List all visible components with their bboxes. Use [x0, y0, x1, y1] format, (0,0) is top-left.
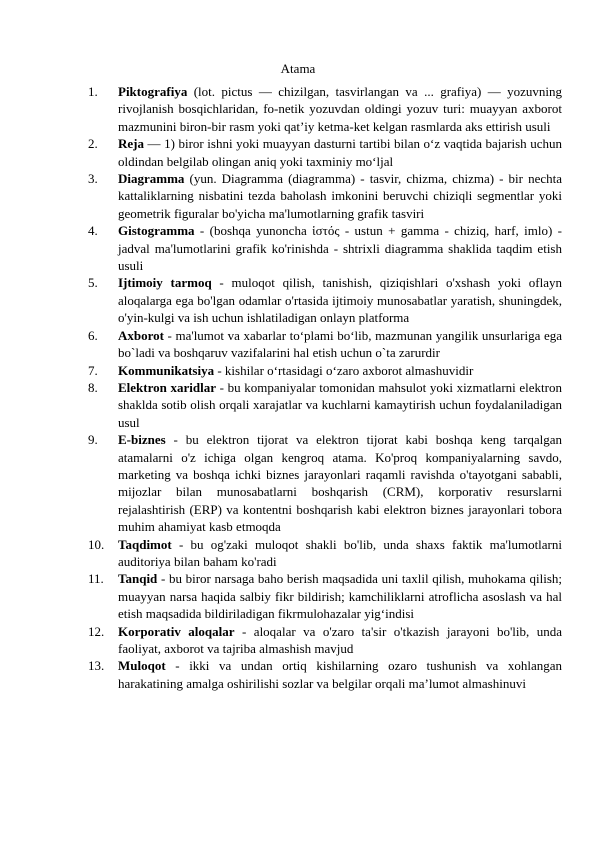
entry-definition: (yun. Diagramma (diagramma) - tasvir, chizma, chizma) - bir nechta kattaliklarning nisbatini tezda baholash imkonini beruvchi chiziqli segmentlar yoki geometrik figuralar bo'yicha ma'lumotlarning grafik tasviri [118, 171, 562, 221]
entry-number: 11. [88, 571, 104, 587]
entry-term: E-biznes [118, 432, 166, 448]
entry-number: 1. [88, 84, 98, 99]
entry-number: 6. [88, 327, 98, 343]
entry-definition: (lot. pictus — chizilgan, tasvirlangan va ... grafiya) — yozuvning rivojlanish bosqichlaridan, fo-netik yozuvdan oldingi yozuv turi: muayyan axborot mazmunini biron-bir rasm yoki qat’iy ketma-ket kelgan rasmlarda aks ettirish usuli [118, 84, 562, 134]
entry-number: 7. [88, 362, 98, 378]
glossary-entry-gistogramma [88, 222, 562, 274]
entry-definition: - ma'lumot va xabarlar to‘plami bo‘lib, mazmunan yangilik unsurlariga ega bo`ladi va boshqaruv vazifalarini hal etish uchun o`ta zarurdir [118, 327, 562, 361]
entry-term: Kommunikatsiya [118, 362, 215, 378]
entry-definition: - kishilar o‘rtasidagi o‘zaro axborot almashuvidir [214, 362, 474, 378]
glossary-entry-muloqot [88, 657, 562, 692]
entry-number: 13. [88, 658, 105, 674]
glossary-entry-korporativ-aloqalar [88, 623, 562, 658]
glossary-entry-axborot [88, 327, 562, 362]
glossary-entry-reja [88, 135, 562, 170]
entry-definition: - (boshqa yunoncha ἱστός - ustun + gamma - chiziq, harf, imlo) - jadval ma'lumotlarini grafik ko'rinishda - shtrixli diagramma shaklida taqdim etish usuli [118, 223, 562, 274]
entry-term: Taqdimot [118, 536, 172, 552]
entry-term: Gistogramma [118, 223, 195, 239]
entry-definition: - ikki va undan ortiq kishilarning ozaro tushunish va xohlangan harakatining amalga oshirilishi sozlar va belgilar orqali ma’lumot almashinuvi [118, 658, 562, 691]
glossary-entry-ijtimoiy-tarmoq [88, 274, 562, 326]
glossary-entry-tanqid [88, 570, 562, 622]
entry-definition: - bu kompaniyalar tomonidan mahsulot yoki xizmatlarni elektron shaklda sotib olish orqali xarajatlar va kuchlarni kamaytirish uchun foydalaniladigan usul [118, 379, 562, 430]
entry-definition: - bu og'zaki muloqot shakli bo'lib, unda shaxs faktik ma'lumotlarni auditoriya bilan baham ko'radi [118, 536, 562, 569]
entry-number: 9. [88, 432, 98, 448]
entry-number: 12. [88, 623, 105, 639]
entry-number: 5. [88, 275, 98, 291]
entry-term: Piktografiya [118, 84, 188, 99]
entry-number: 3. [88, 171, 98, 187]
glossary-entry-e-biznes [88, 431, 562, 535]
entry-number: 10. [88, 536, 105, 552]
entry-definition: - bu biror narsaga baho berish maqsadida uni taxlil qilish, muhokama qilish; muayyan narsa haqida salbiy fikr bildirish; kamchiliklarni atroflicha asoslash va hal etish maqsadida bildiriladigan fikrmulohazalar yig‘indisi [118, 571, 562, 622]
entry-term: Tanqid [118, 571, 158, 587]
entry-term: Korporativ aloqalar [118, 623, 235, 639]
entry-term: Ijtimoiy tarmoq [118, 275, 212, 291]
entry-term: Elektron xaridlar [118, 379, 216, 395]
entry-definition: - aloqalar va o'zaro ta'sir o'tkazish jarayoni bo'lib, unda faoliyat, axborot va tajriba almashish mavjud [118, 623, 563, 656]
entry-term: Muloqot [118, 658, 166, 674]
entry-term: Reja [118, 136, 144, 152]
entry-number: 4. [88, 223, 98, 239]
glossary-entry-diagramma [88, 170, 562, 222]
glossary-list [88, 83, 562, 692]
glossary-entry-elektron-xaridlar [88, 379, 562, 431]
glossary-entry-piktografiya [88, 83, 562, 135]
entry-term: Diagramma [118, 171, 185, 187]
entry-definition: - muloqot qilish, tanishish, qiziqishlari o'xshash yoki oflayn aloqalarga ega bo'lgan odamlar o'rtasida ijtimoiy munosabatlar yaratish, shuningdek, o'yin-kulgi va ish uchun ishlatiladigan onlayn platforma [118, 275, 562, 326]
entry-number: 8. [88, 379, 98, 395]
glossary-entry-kommunikatsiya [88, 362, 562, 379]
glossary-entry-taqdimot [88, 536, 562, 571]
entry-term: Axborot [118, 327, 164, 343]
entry-definition: - bu elektron tijorat va elektron tijorat kabi boshqa keng tarqalgan atamalarni o'z ichiga olgan kengroq atama. Ko'proq kompaniyalarning savdo, marketing va boshqa ichki biznes jarayonlari raqamli ravishda o'tayotgani sababli, mijozlar bilan munosabatlarni boshqarish (CRM), korporativ resurslarni rejalashtirish (ERP) va kontentni boshqarish kabi elektron biznes jarayonlari tobora muhim ahamiyat kasb etmoqda [118, 432, 562, 535]
document-title: Atama [280, 61, 316, 76]
entry-number: 2. [88, 136, 98, 152]
entry-definition: — 1) biror ishni yoki muayyan dasturni tartibi bilan o‘z vaqtida bajarish uchun oldindan belgilab olingan aniq yoki taxminiy mo‘ljal [118, 136, 562, 169]
